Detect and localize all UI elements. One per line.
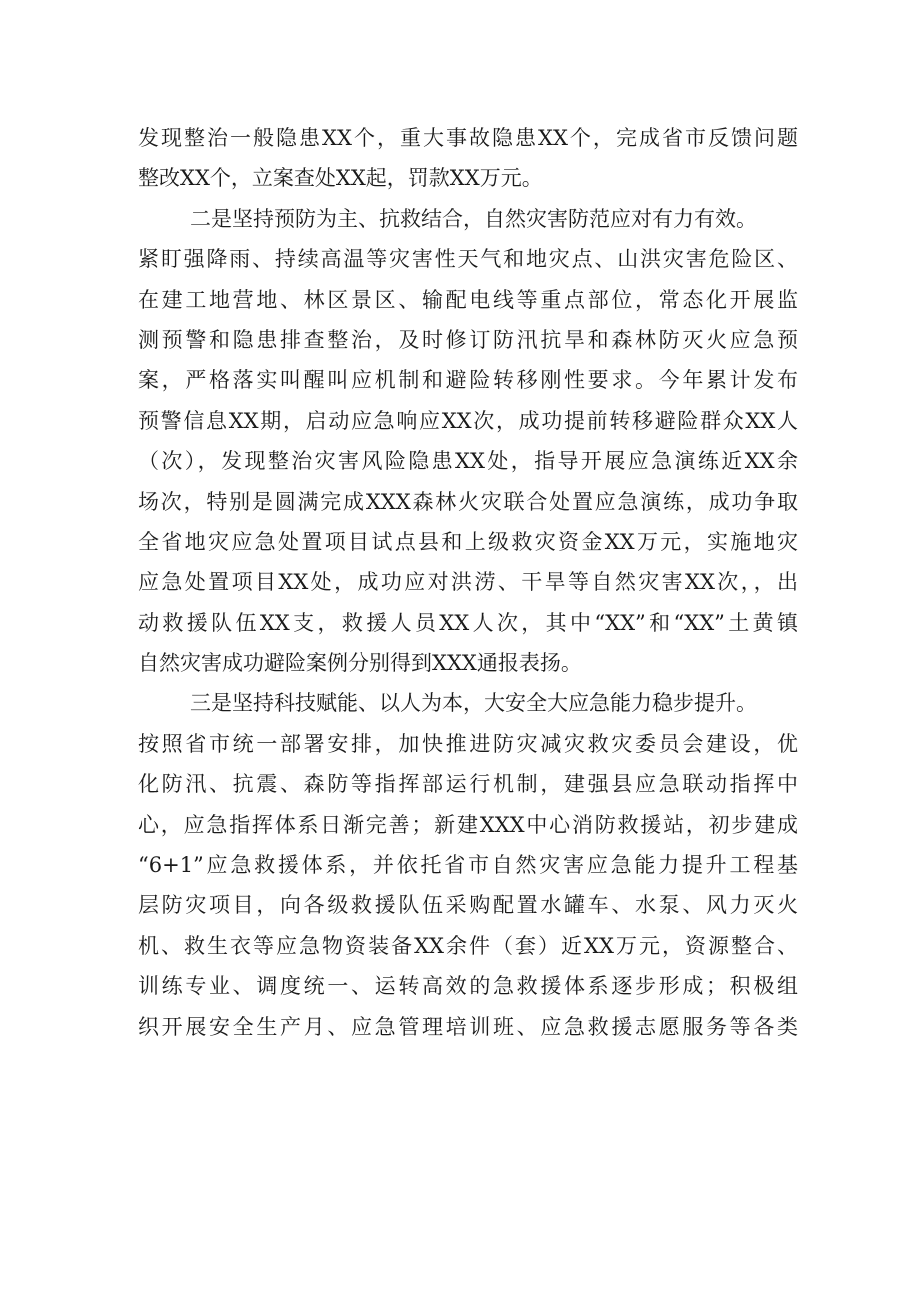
text-line: 案，严格落实叫醒叫应机制和避险转移刚性要求。今年累计发布 [138,368,798,393]
text-line: 层防灾项目，向各级救援队伍采购配置水罐车、水泵、风力灭火 [138,893,798,918]
text-line: 训练专业、调度统一、运转高效的急救援体系逐步形成；积极组 [138,974,798,999]
text-line: “6+1”应急救援体系，并依托省市自然灾害应急能力提升工程基 [138,853,798,878]
paragraph-heading-line: 二是坚持预防为主、抗救结合，自然灾害防范应对有力有效。 [190,206,757,231]
text-line: 测预警和隐患排查整治，及时修订防汛抗旱和森林防灭火应急预 [138,327,798,352]
text-line: 整改XX个，立案查处XX起，罚款XX万元。 [138,166,543,191]
text-line: 预警信息XX期，启动应急响应XX次，成功提前转移避险群众XX人 [138,408,798,433]
text-line: 动救援队伍XX支，救援人员XX人次，其中“XX”和“XX”土黄镇 [138,610,798,635]
text-line: 在建工地营地、林区景区、输配电线等重点部位，常态化开展监 [138,287,798,312]
text-line: 心，应急指挥体系日渐完善；新建XXX中心消防救援站，初步建成 [138,812,798,837]
text-line: 紧盯强降雨、持续高温等灾害性天气和地灾点、山洪灾害危险区、 [138,247,798,272]
text-line: 按照省市统一部署安排，加快推进防灾减灾救灾委员会建设，优 [138,731,798,756]
text-line: 应急处置项目XX处，成功应对洪涝、干旱等自然灾害XX次，，出 [138,570,798,595]
text-line: 机、救生衣等应急物资装备XX余件（套）近XX万元，资源整合、 [138,933,798,958]
text-line: （次），发现整治灾害风险隐患XX处，指导开展应急演练近XX余 [138,449,798,474]
text-line: 场次，特别是圆满完成XXX森林火灾联合处置应急演练，成功争取 [138,489,798,514]
text-line: 全省地灾应急处置项目试点县和上级救灾资金XX万元，实施地灾 [138,529,798,554]
paragraph-heading-line: 三是坚持科技赋能、以人为本，大安全大应急能力稳步提升。 [190,691,757,716]
text-line: 自然灾害成功避险案例分别得到XXX通报表扬。 [138,651,582,676]
text-line: 发现整治一般隐患XX个，重大事故隐患XX个，完成省市反馈问题 [138,126,798,150]
text-line: 化防汛、抗震、森防等指挥部运行机制，建强县应急联动指挥中 [138,772,798,797]
text-line: 织开展安全生产月、应急管理培训班、应急救援志愿服务等各类 [138,1014,798,1039]
body-text [138,118,798,1047]
